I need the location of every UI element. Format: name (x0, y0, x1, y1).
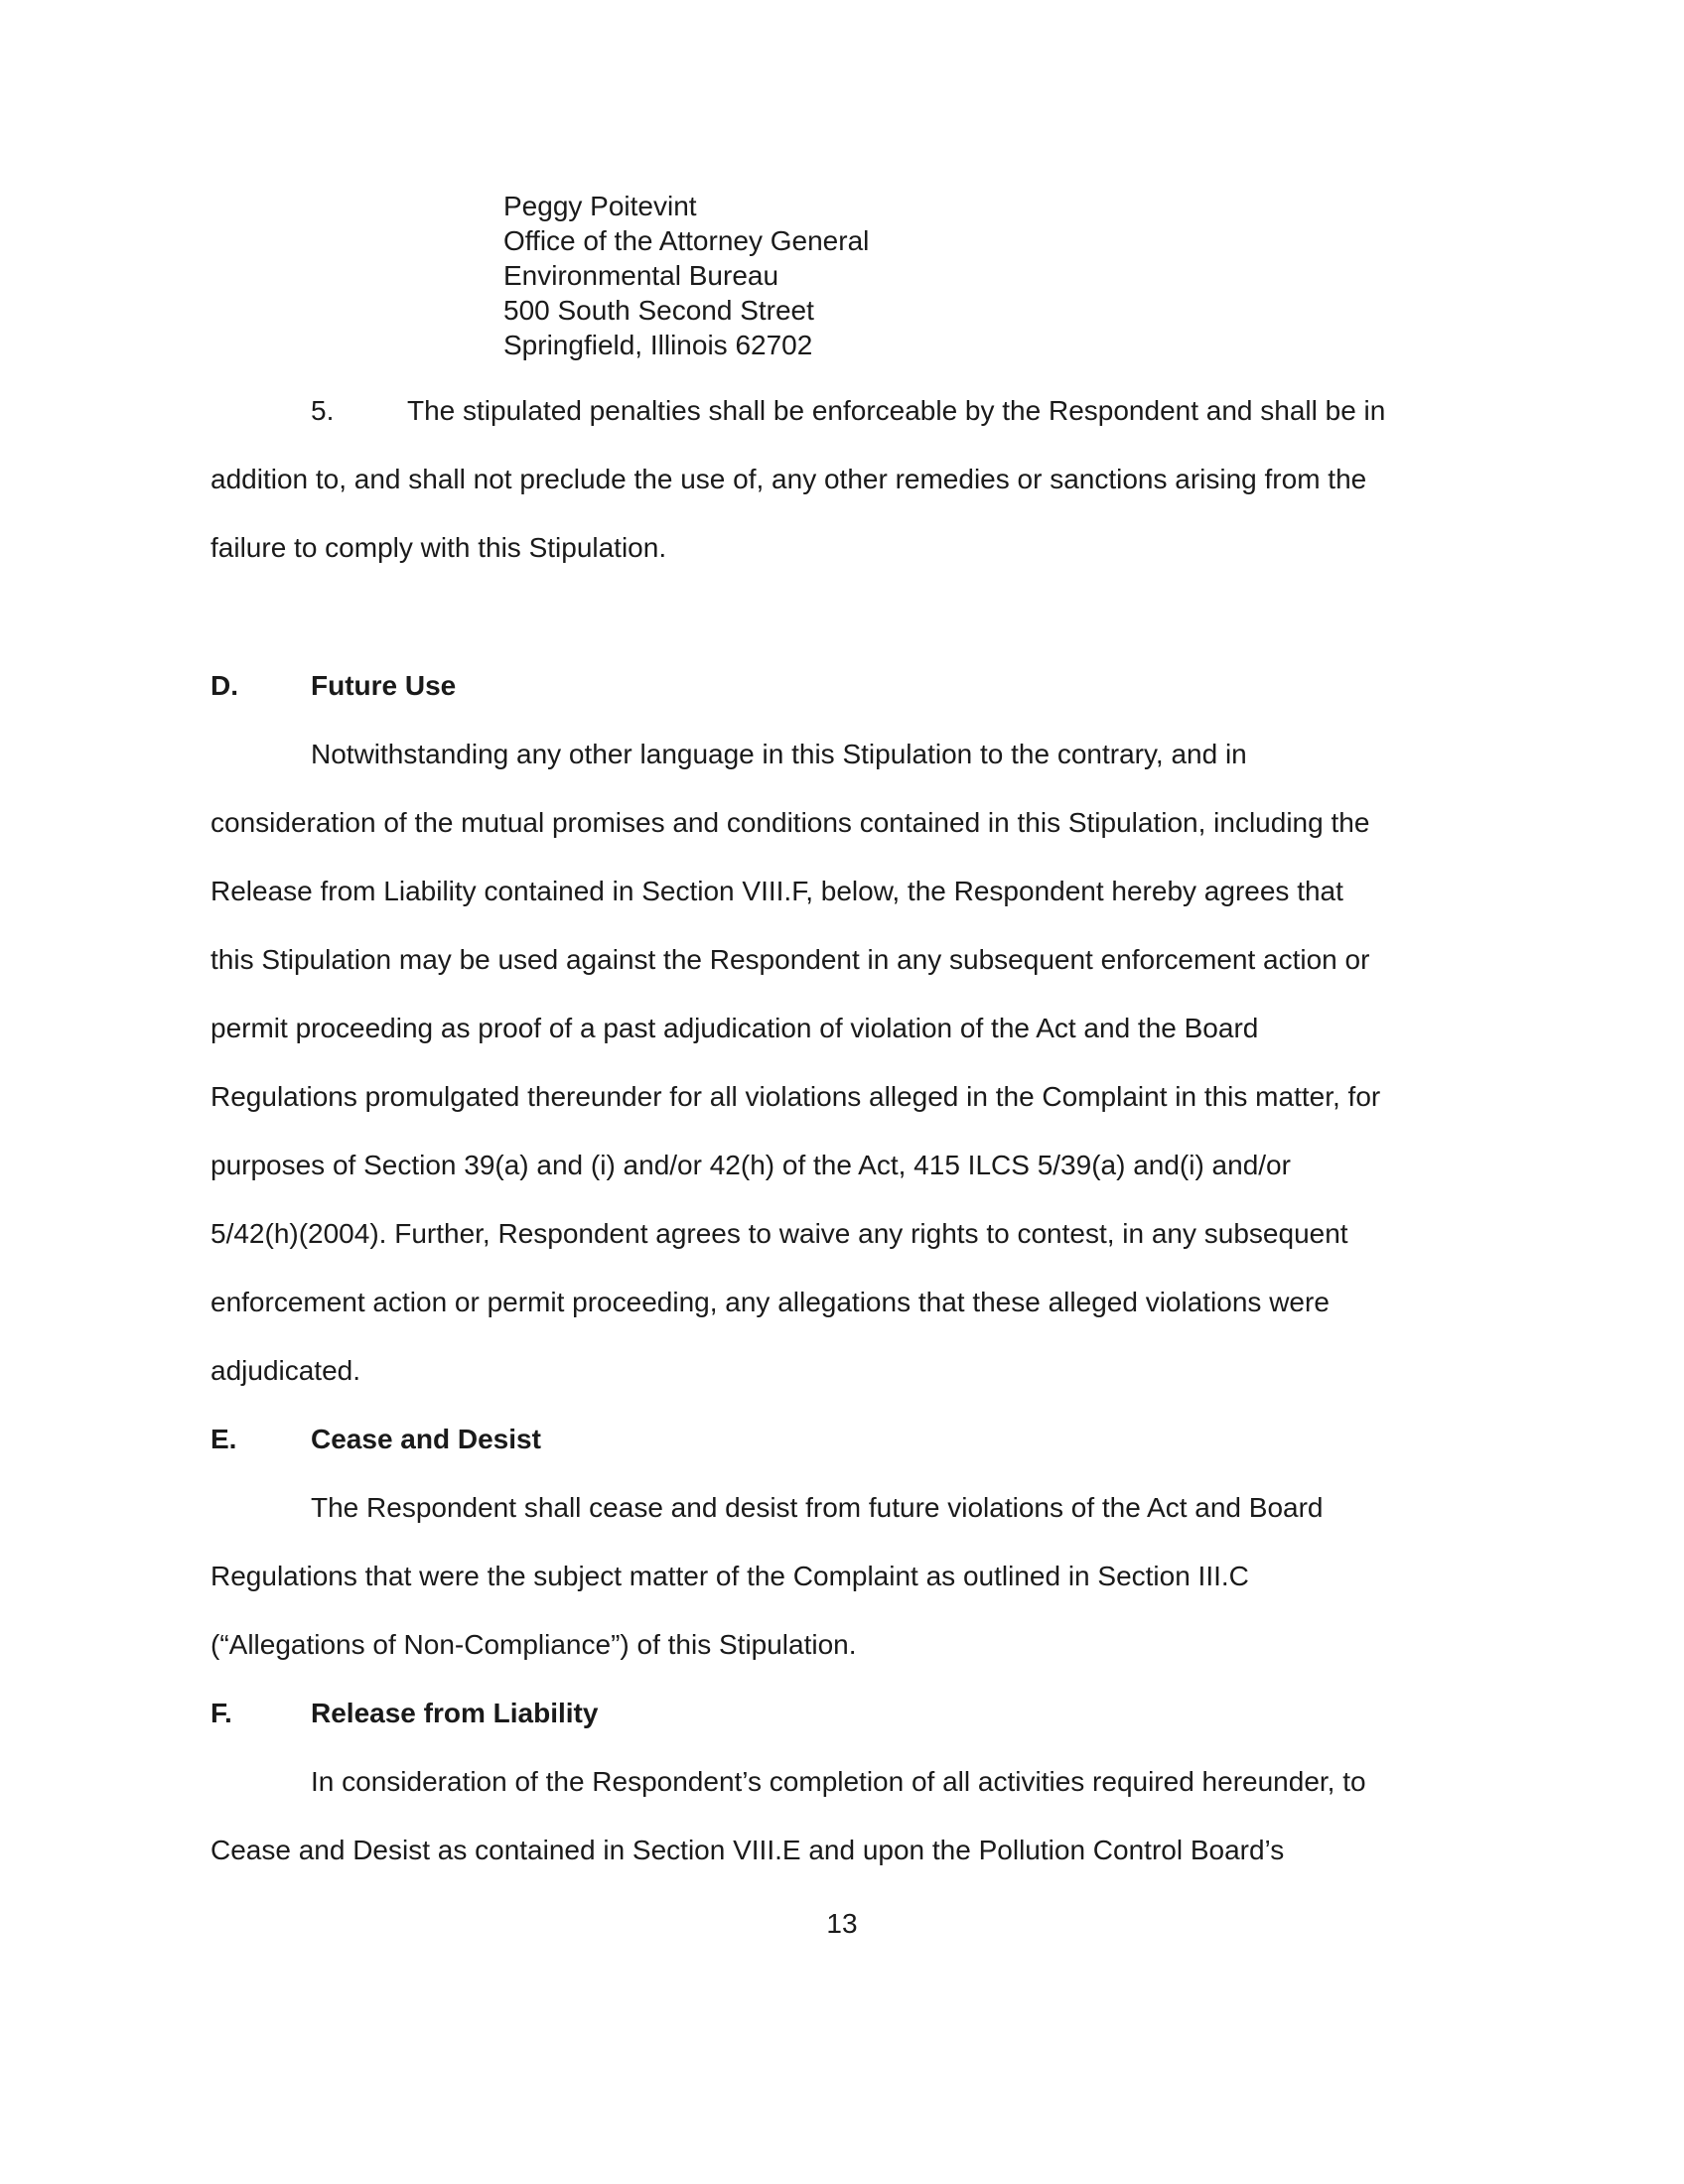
paragraph-line: purposes of Section 39(a) and (i) and/or 42(h) of the Act, 415 ILCS 5/39(a) and(i) and/or (210, 1150, 1291, 1180)
address-office: Office of the Attorney General (503, 225, 870, 256)
paragraph-line: Regulations that were the subject matter of the Complaint as outlined in Section III.C (210, 1561, 1249, 1591)
address-name: Peggy Poitevint (503, 191, 697, 221)
paragraph-line: permit proceeding as proof of a past adjudication of violation of the Act and the Board (210, 1013, 1259, 1043)
section-title: Release from Liability (311, 1698, 599, 1728)
paragraph-number: 5. (311, 395, 335, 426)
section-letter: F. (210, 1698, 232, 1728)
section-heading-f (210, 1698, 598, 1729)
section-title: Cease and Desist (311, 1424, 541, 1454)
section-letter: D. (210, 670, 238, 701)
address-street: 500 South Second Street (503, 295, 814, 326)
paragraph-line: addition to, and shall not preclude the use of, any other remedies or sanctions arising from the (210, 464, 1367, 494)
paragraph-line: The stipulated penalties shall be enforceable by the Respondent and shall be in (407, 395, 1386, 426)
paragraph-line: 5/42(h)(2004). Further, Respondent agrees to waive any rights to contest, in any subsequent (210, 1218, 1348, 1249)
paragraph-line: Release from Liability contained in Section VIII.F, below, the Respondent hereby agrees that (210, 876, 1343, 906)
section-letter: E. (210, 1424, 237, 1454)
address-city: Springfield, Illinois 62702 (503, 330, 813, 360)
paragraph-line: consideration of the mutual promises and conditions contained in this Stipulation, including the (210, 807, 1370, 838)
paragraph-line: this Stipulation may be used against the Respondent in any subsequent enforcement action or (210, 944, 1370, 975)
paragraph-line: Cease and Desist as contained in Section VIII.E and upon the Pollution Control Board’s (210, 1835, 1285, 1865)
paragraph-line: Notwithstanding any other language in this Stipulation to the contrary, and in (311, 739, 1247, 769)
paragraph-line: Regulations promulgated thereunder for all violations alleged in the Complaint in this matter, for (210, 1081, 1381, 1112)
page-number: 13 (826, 1908, 858, 1939)
address-block (503, 189, 869, 362)
paragraph-line: (“Allegations of Non-Compliance”) of this Stipulation. (210, 1629, 857, 1660)
section-heading-e (210, 1424, 541, 1455)
paragraph-line: In consideration of the Respondent’s completion of all activities required hereunder, to (311, 1766, 1366, 1797)
paragraph-line: enforcement action or permit proceeding, any allegations that these alleged violations were (210, 1287, 1330, 1317)
address-bureau: Environmental Bureau (503, 260, 779, 291)
section-title: Future Use (311, 670, 457, 701)
paragraph-line: failure to comply with this Stipulation. (210, 532, 667, 563)
paragraph-line: adjudicated. (210, 1355, 361, 1386)
section-heading-d (210, 670, 456, 702)
paragraph-line: The Respondent shall cease and desist from future violations of the Act and Board (311, 1492, 1324, 1523)
